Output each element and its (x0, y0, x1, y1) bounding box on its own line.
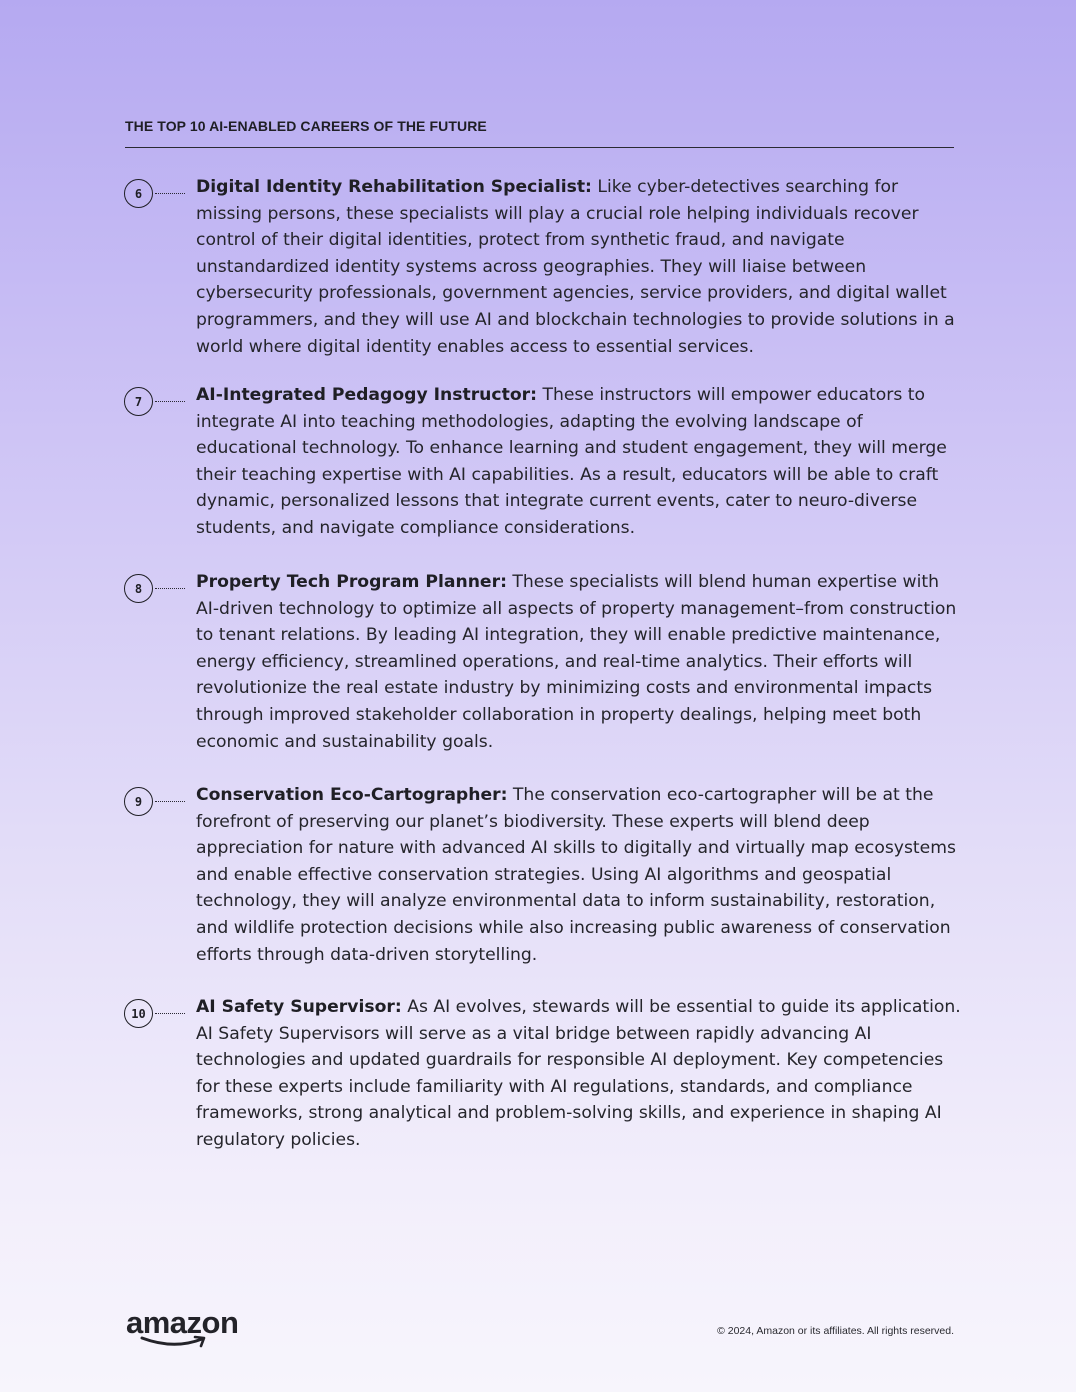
number-badge: 10 (124, 999, 153, 1028)
career-description (196, 569, 964, 755)
logo-wordmark: amazon (126, 1305, 239, 1340)
career-body: The conservation eco-cartographer will be at the forefront of preserving our planet’s biodiversity. These experts will blend deep appreciation for nature with advanced AI skills to digitally and virtually map ecosystems and enable effective conservation strategies. Using AI algorithms and geospatial technology, they will analyze environmental data to inform sustainability, restoration, and wildlife protection decisions while also increasing public awareness of conservation efforts through data-driven storytelling. (196, 785, 956, 965)
career-title: Digital Identity Rehabilitation Specialist: (196, 177, 592, 197)
career-description (196, 382, 964, 542)
dotted-leader (155, 401, 185, 402)
page-header-title: THE TOP 10 AI-ENABLED CAREERS OF THE FUTURE (125, 118, 487, 134)
number-badge: 8 (124, 574, 153, 603)
career-body: These specialists will blend human expertise with AI-driven technology to optimize all aspects of property management–from construction to tenant relations. By leading AI integration, they will enable predictive maintenance, energy efficiency, streamlined operations, and real-time analytics. Their efforts will revolutionize the real estate industry by minimizing costs and environmental impacts through improved stakeholder collaboration in property dealings, helping meet both economic and sustainability goals. (196, 572, 957, 752)
copyright-notice: © 2024, Amazon or its affiliates. All rights reserved. (717, 1325, 954, 1337)
header-divider (125, 147, 954, 148)
smile-arrow-icon (140, 1334, 212, 1350)
number-badge: 6 (124, 179, 153, 208)
amazon-logo (126, 1306, 248, 1352)
career-title: AI Safety Supervisor: (196, 997, 402, 1017)
dotted-leader (155, 1013, 185, 1014)
dotted-leader (155, 801, 185, 802)
dotted-leader (155, 193, 185, 194)
dotted-leader (155, 588, 185, 589)
career-title: AI-Integrated Pedagogy Instructor: (196, 385, 537, 405)
number-badge: 7 (124, 387, 153, 416)
career-description (196, 174, 964, 360)
number-badge: 9 (124, 787, 153, 816)
career-body: Like cyber-detectives searching for missing persons, these specialists will play a crucial role helping individuals recover control of their digital identities, protect from synthetic fraud, and navigate unstandardized identity systems across geographies. They will liaise between cybersecurity professionals, government agencies, service providers, and digital wallet programmers, and they will use AI and blockchain technologies to provide solutions in a world where digital identity enables access to essential services. (196, 177, 955, 357)
career-title: Conservation Eco-Cartographer: (196, 785, 508, 805)
career-description (196, 782, 964, 968)
career-body: As AI evolves, stewards will be essential to guide its application. AI Safety Supervisors will serve as a vital bridge between rapidly advancing AI technologies and updated guardrails for responsible AI deployment. Key competencies for these experts include familiarity with AI regulations, standards, and compliance frameworks, strong analytical and problem-solving skills, and experience in shaping AI regulatory policies. (196, 997, 961, 1150)
career-title: Property Tech Program Planner: (196, 572, 507, 592)
career-description (196, 994, 964, 1154)
career-body: These instructors will empower educators to integrate AI into teaching methodologies, adapting the evolving landscape of educational technology. To enhance learning and student engagement, they will merge their teaching expertise with AI capabilities. As a result, educators will be able to craft dynamic, personalized lessons that integrate current events, cater to neuro-diverse students, and navigate compliance considerations. (196, 385, 947, 538)
